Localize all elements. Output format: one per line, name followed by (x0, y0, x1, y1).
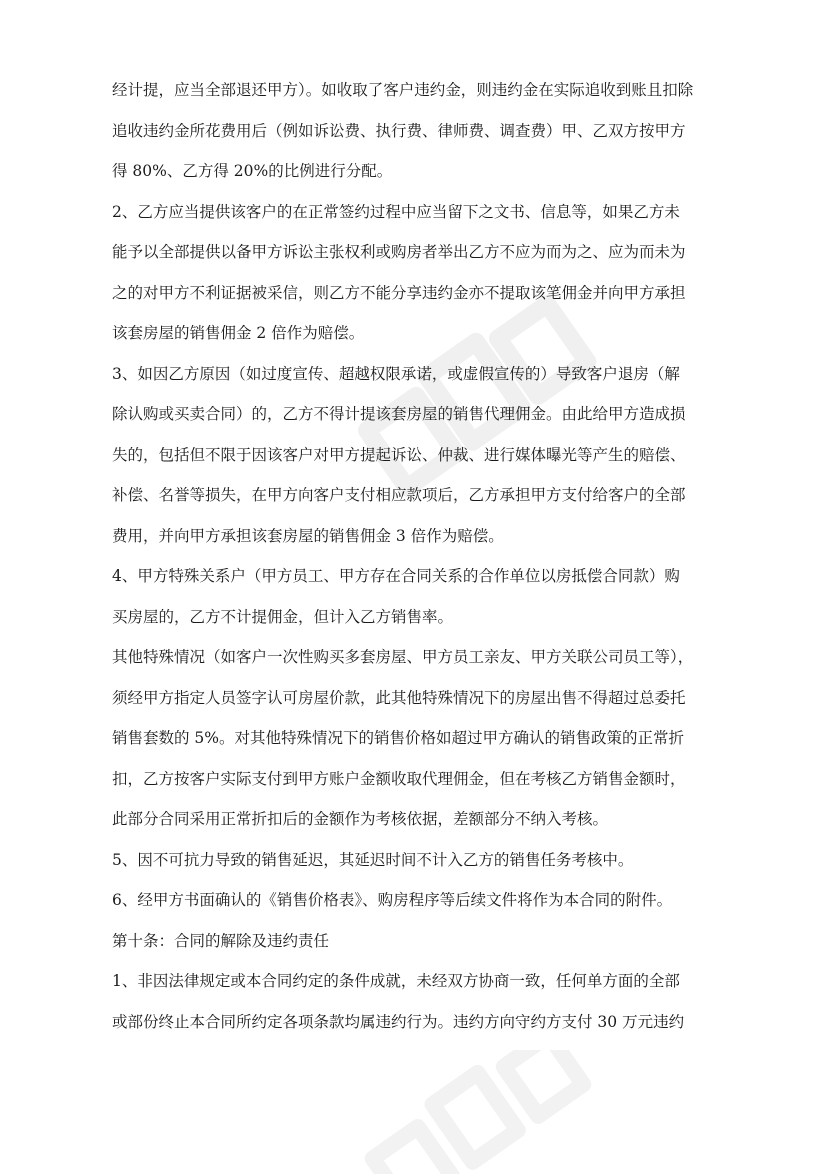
text-line: 经计提，应当全部退还甲方）。如收取了客户违约金，则违约金在实际追收到账且扣除 (112, 81, 694, 99)
text-line: 买房屋的，乙方不计提佣金，但计入乙方销售率。 (112, 607, 454, 626)
text-line: 追收违约金所花费用后（例如诉讼费、执行费、律师费、调查费）甲、乙双方按甲方 (112, 121, 686, 140)
text-line: 该套房屋的销售佣金 2 倍作为赔偿。 (112, 324, 365, 342)
text-line: 3、如因乙方原因（如过度宣传、超越权限承诺，或虚假宣传的）导致客户退房（解 (112, 364, 680, 383)
text-line: 须经甲方指定人员签字认可房屋价款，此其他特殊情况下的房屋出售不得超过总委托 (112, 688, 686, 707)
document-body (112, 70, 742, 1042)
watermark-logo-bottom (340, 1050, 620, 1174)
text-line: 之的对甲方不利证据被采信，则乙方不能分享违约金亦不提取该笔佣金并向甲方承担 (112, 283, 686, 302)
text-line: 2、乙方应当提供该客户的在正常签约过程中应当留下之文书、信息等，如果乙方未 (112, 202, 680, 221)
section-heading: 第十条：合同的解除及违约责任 (112, 931, 330, 950)
text-line: 1、非因法律规定或本合同约定的条件成就，未经双方协商一致，任何单方面的全部 (112, 972, 680, 990)
text-line: 销售套数的 5%。对其他特殊情况下的销售价格如超过甲方确认的销售政策的正常折 (112, 729, 685, 747)
text-line: 扣，乙方按客户实际支付到甲方账户金额收取代理佣金，但在考核乙方销售金额时， (112, 769, 686, 788)
text-line: 4、甲方特殊关系户（甲方员工、甲方存在合同关系的合作单位以房抵偿合同款）购 (112, 567, 680, 585)
text-line: 或部份终止本合同所约定各项条款均属违约行为。违约方向守约方支付 30 万元违约 (112, 1012, 685, 1031)
text-line: 补偿、名誉等损失，在甲方向客户支付相应款项后，乙方承担甲方支付给客户的全部 (112, 486, 686, 504)
text-line: 能予以全部提供以备甲方诉讼主张权利或购房者举出乙方不应为而为之、应为而未为 (112, 243, 686, 261)
text-line: 除认购或买卖合同）的，乙方不得计提该套房屋的销售代理佣金。由此给甲方造成损 (112, 405, 686, 423)
text-line: 6、经甲方书面确认的《销售价格表》、购房程序等后续文件将作为本合同的附件。 (112, 891, 673, 909)
text-line: 其他特殊情况（如客户一次性购买多套房屋、甲方员工亲友、甲方关联公司员工等）， (112, 648, 694, 666)
text-line: 5、因不可抗力导致的销售延迟，其延迟时间不计入乙方的销售任务考核中。 (112, 850, 634, 869)
text-line: 费用，并向甲方承担该套房屋的销售佣金 3 倍作为赔偿。 (112, 526, 504, 545)
text-line: 得 80%、乙方得 20%的比例进行分配。 (112, 162, 393, 180)
text-line: 此部分合同采用正常折扣后的金额作为考核依据，差额部分不纳入考核。 (112, 810, 609, 828)
text-line: 失的，包括但不限于因该客户对甲方提起诉讼、仲裁、进行媒体曝光等产生的赔偿、 (112, 445, 686, 464)
